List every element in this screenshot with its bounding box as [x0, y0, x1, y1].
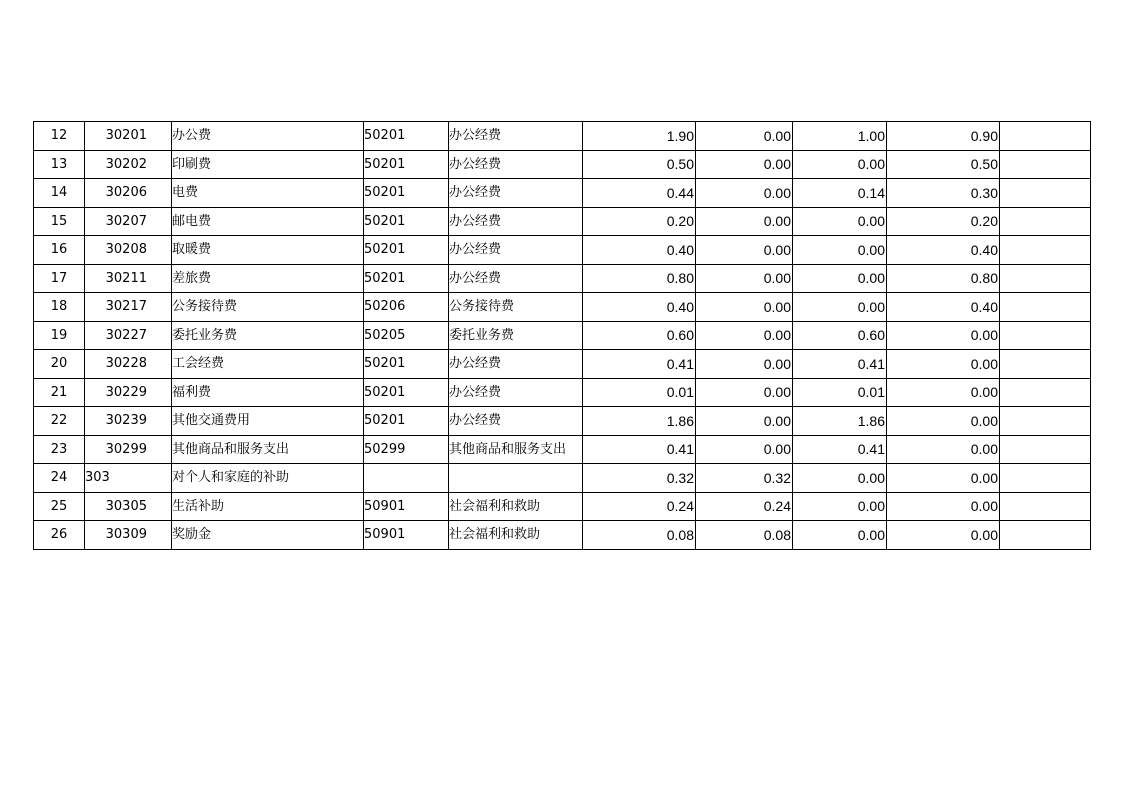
- cell-economic-name: 公务接待费: [172, 293, 364, 322]
- cell-extra: [1000, 321, 1091, 350]
- cell-economic-code: 30208: [85, 236, 172, 265]
- cell-economic-code: 30305: [85, 492, 172, 521]
- cell-extra: [1000, 207, 1091, 236]
- cell-gov-name: 办公经费: [449, 150, 583, 179]
- cell-gov-name: 社会福利和救助: [449, 521, 583, 550]
- cell-row-number: 24: [34, 464, 85, 493]
- cell-total: 0.44: [583, 179, 696, 208]
- cell-basic: 0.24: [696, 492, 793, 521]
- cell-total: 0.40: [583, 236, 696, 265]
- cell-other: 0.90: [887, 122, 1000, 151]
- cell-economic-name: 福利费: [172, 378, 364, 407]
- cell-economic-code: 303: [85, 464, 172, 493]
- cell-row-number: 21: [34, 378, 85, 407]
- cell-project: 0.00: [793, 293, 887, 322]
- cell-extra: [1000, 407, 1091, 436]
- cell-project: 0.00: [793, 464, 887, 493]
- cell-economic-name: 其他商品和服务支出: [172, 435, 364, 464]
- cell-economic-name: 取暖费: [172, 236, 364, 265]
- cell-extra: [1000, 350, 1091, 379]
- cell-economic-code: 30229: [85, 378, 172, 407]
- cell-row-number: 18: [34, 293, 85, 322]
- cell-row-number: 25: [34, 492, 85, 521]
- cell-gov-code: 50205: [364, 321, 449, 350]
- table-row: [34, 236, 1091, 265]
- cell-economic-name: 对个人和家庭的补助: [172, 464, 364, 493]
- cell-project: 0.14: [793, 179, 887, 208]
- cell-row-number: 16: [34, 236, 85, 265]
- cell-economic-name: 电费: [172, 179, 364, 208]
- cell-project: 0.00: [793, 492, 887, 521]
- cell-row-number: 26: [34, 521, 85, 550]
- cell-gov-name: 办公经费: [449, 407, 583, 436]
- cell-other: 0.00: [887, 350, 1000, 379]
- cell-project: 0.00: [793, 521, 887, 550]
- cell-economic-code: 30206: [85, 179, 172, 208]
- cell-economic-code: 30201: [85, 122, 172, 151]
- cell-other: 0.00: [887, 521, 1000, 550]
- cell-basic: 0.00: [696, 321, 793, 350]
- cell-other: 0.00: [887, 464, 1000, 493]
- cell-gov-code: 50201: [364, 236, 449, 265]
- cell-economic-name: 印刷费: [172, 150, 364, 179]
- table-row: [34, 378, 1091, 407]
- cell-total: 0.24: [583, 492, 696, 521]
- table-row: [34, 521, 1091, 550]
- table-row: [34, 464, 1091, 493]
- cell-basic: 0.00: [696, 236, 793, 265]
- cell-basic: 0.00: [696, 207, 793, 236]
- cell-project: 1.86: [793, 407, 887, 436]
- table-row: [34, 207, 1091, 236]
- cell-economic-code: 30228: [85, 350, 172, 379]
- cell-total: 0.50: [583, 150, 696, 179]
- table-row: [34, 179, 1091, 208]
- cell-extra: [1000, 492, 1091, 521]
- cell-total: 0.41: [583, 350, 696, 379]
- cell-other: 0.20: [887, 207, 1000, 236]
- cell-gov-code: 50201: [364, 122, 449, 151]
- cell-economic-code: 30299: [85, 435, 172, 464]
- cell-basic: 0.00: [696, 407, 793, 436]
- cell-row-number: 20: [34, 350, 85, 379]
- cell-gov-name: 办公经费: [449, 207, 583, 236]
- cell-total: 0.41: [583, 435, 696, 464]
- cell-economic-name: 工会经费: [172, 350, 364, 379]
- cell-gov-code: 50901: [364, 521, 449, 550]
- cell-gov-code: 50201: [364, 179, 449, 208]
- cell-basic: 0.00: [696, 150, 793, 179]
- cell-gov-code: 50201: [364, 407, 449, 436]
- cell-gov-code: 50206: [364, 293, 449, 322]
- cell-basic: 0.00: [696, 264, 793, 293]
- cell-total: 1.90: [583, 122, 696, 151]
- cell-row-number: 12: [34, 122, 85, 151]
- cell-extra: [1000, 464, 1091, 493]
- cell-project: 0.00: [793, 236, 887, 265]
- cell-gov-name: 委托业务费: [449, 321, 583, 350]
- cell-other: 0.80: [887, 264, 1000, 293]
- cell-economic-code: 30227: [85, 321, 172, 350]
- cell-total: 0.01: [583, 378, 696, 407]
- cell-gov-name: 办公经费: [449, 378, 583, 407]
- cell-gov-name: 社会福利和救助: [449, 492, 583, 521]
- cell-project: 0.01: [793, 378, 887, 407]
- cell-extra: [1000, 435, 1091, 464]
- cell-gov-name: 办公经费: [449, 350, 583, 379]
- cell-extra: [1000, 378, 1091, 407]
- table-row: [34, 264, 1091, 293]
- cell-basic: 0.00: [696, 179, 793, 208]
- cell-extra: [1000, 236, 1091, 265]
- cell-project: 0.00: [793, 207, 887, 236]
- cell-other: 0.00: [887, 435, 1000, 464]
- cell-gov-name: 其他商品和服务支出: [449, 435, 583, 464]
- cell-basic: 0.00: [696, 293, 793, 322]
- cell-extra: [1000, 150, 1091, 179]
- cell-row-number: 17: [34, 264, 85, 293]
- table-row: [34, 492, 1091, 521]
- cell-economic-code: 30202: [85, 150, 172, 179]
- cell-other: 0.00: [887, 321, 1000, 350]
- cell-gov-name: [449, 464, 583, 493]
- cell-project: 0.00: [793, 150, 887, 179]
- cell-extra: [1000, 179, 1091, 208]
- table-row: [34, 321, 1091, 350]
- cell-gov-code: 50201: [364, 150, 449, 179]
- cell-gov-name: 办公经费: [449, 122, 583, 151]
- table-row: [34, 435, 1091, 464]
- cell-other: 0.40: [887, 293, 1000, 322]
- cell-economic-name: 邮电费: [172, 207, 364, 236]
- cell-basic: 0.00: [696, 435, 793, 464]
- cell-other: 0.40: [887, 236, 1000, 265]
- cell-economic-name: 办公费: [172, 122, 364, 151]
- cell-total: 0.08: [583, 521, 696, 550]
- cell-basic: 0.00: [696, 350, 793, 379]
- cell-row-number: 22: [34, 407, 85, 436]
- cell-other: 0.30: [887, 179, 1000, 208]
- cell-total: 1.86: [583, 407, 696, 436]
- cell-row-number: 14: [34, 179, 85, 208]
- cell-economic-code: 30207: [85, 207, 172, 236]
- cell-total: 0.20: [583, 207, 696, 236]
- cell-economic-code: 30217: [85, 293, 172, 322]
- cell-row-number: 19: [34, 321, 85, 350]
- budget-expense-table: [33, 121, 1091, 550]
- cell-gov-code: [364, 464, 449, 493]
- table-row: [34, 122, 1091, 151]
- cell-economic-name: 其他交通费用: [172, 407, 364, 436]
- cell-gov-code: 50201: [364, 350, 449, 379]
- cell-gov-name: 办公经费: [449, 236, 583, 265]
- cell-total: 0.60: [583, 321, 696, 350]
- table-row: [34, 350, 1091, 379]
- cell-other: 0.50: [887, 150, 1000, 179]
- cell-gov-name: 办公经费: [449, 264, 583, 293]
- cell-total: 0.32: [583, 464, 696, 493]
- cell-economic-name: 差旅费: [172, 264, 364, 293]
- cell-gov-code: 50299: [364, 435, 449, 464]
- cell-row-number: 15: [34, 207, 85, 236]
- cell-extra: [1000, 521, 1091, 550]
- cell-other: 0.00: [887, 492, 1000, 521]
- cell-economic-name: 生活补助: [172, 492, 364, 521]
- cell-economic-name: 委托业务费: [172, 321, 364, 350]
- cell-row-number: 23: [34, 435, 85, 464]
- cell-extra: [1000, 293, 1091, 322]
- cell-gov-code: 50201: [364, 207, 449, 236]
- cell-basic: 0.32: [696, 464, 793, 493]
- cell-gov-code: 50901: [364, 492, 449, 521]
- table-row: [34, 407, 1091, 436]
- table-row: [34, 150, 1091, 179]
- cell-gov-code: 50201: [364, 378, 449, 407]
- cell-project: 0.00: [793, 264, 887, 293]
- table-body: [34, 122, 1091, 550]
- cell-row-number: 13: [34, 150, 85, 179]
- cell-project: 0.41: [793, 435, 887, 464]
- table-row: [34, 293, 1091, 322]
- cell-total: 0.80: [583, 264, 696, 293]
- cell-basic: 0.08: [696, 521, 793, 550]
- cell-extra: [1000, 122, 1091, 151]
- cell-extra: [1000, 264, 1091, 293]
- cell-basic: 0.00: [696, 378, 793, 407]
- cell-project: 1.00: [793, 122, 887, 151]
- cell-project: 0.60: [793, 321, 887, 350]
- cell-economic-code: 30211: [85, 264, 172, 293]
- cell-total: 0.40: [583, 293, 696, 322]
- cell-economic-code: 30309: [85, 521, 172, 550]
- cell-economic-name: 奖励金: [172, 521, 364, 550]
- cell-economic-code: 30239: [85, 407, 172, 436]
- cell-gov-code: 50201: [364, 264, 449, 293]
- cell-basic: 0.00: [696, 122, 793, 151]
- cell-other: 0.00: [887, 407, 1000, 436]
- cell-project: 0.41: [793, 350, 887, 379]
- cell-gov-name: 公务接待费: [449, 293, 583, 322]
- cell-other: 0.00: [887, 378, 1000, 407]
- cell-gov-name: 办公经费: [449, 179, 583, 208]
